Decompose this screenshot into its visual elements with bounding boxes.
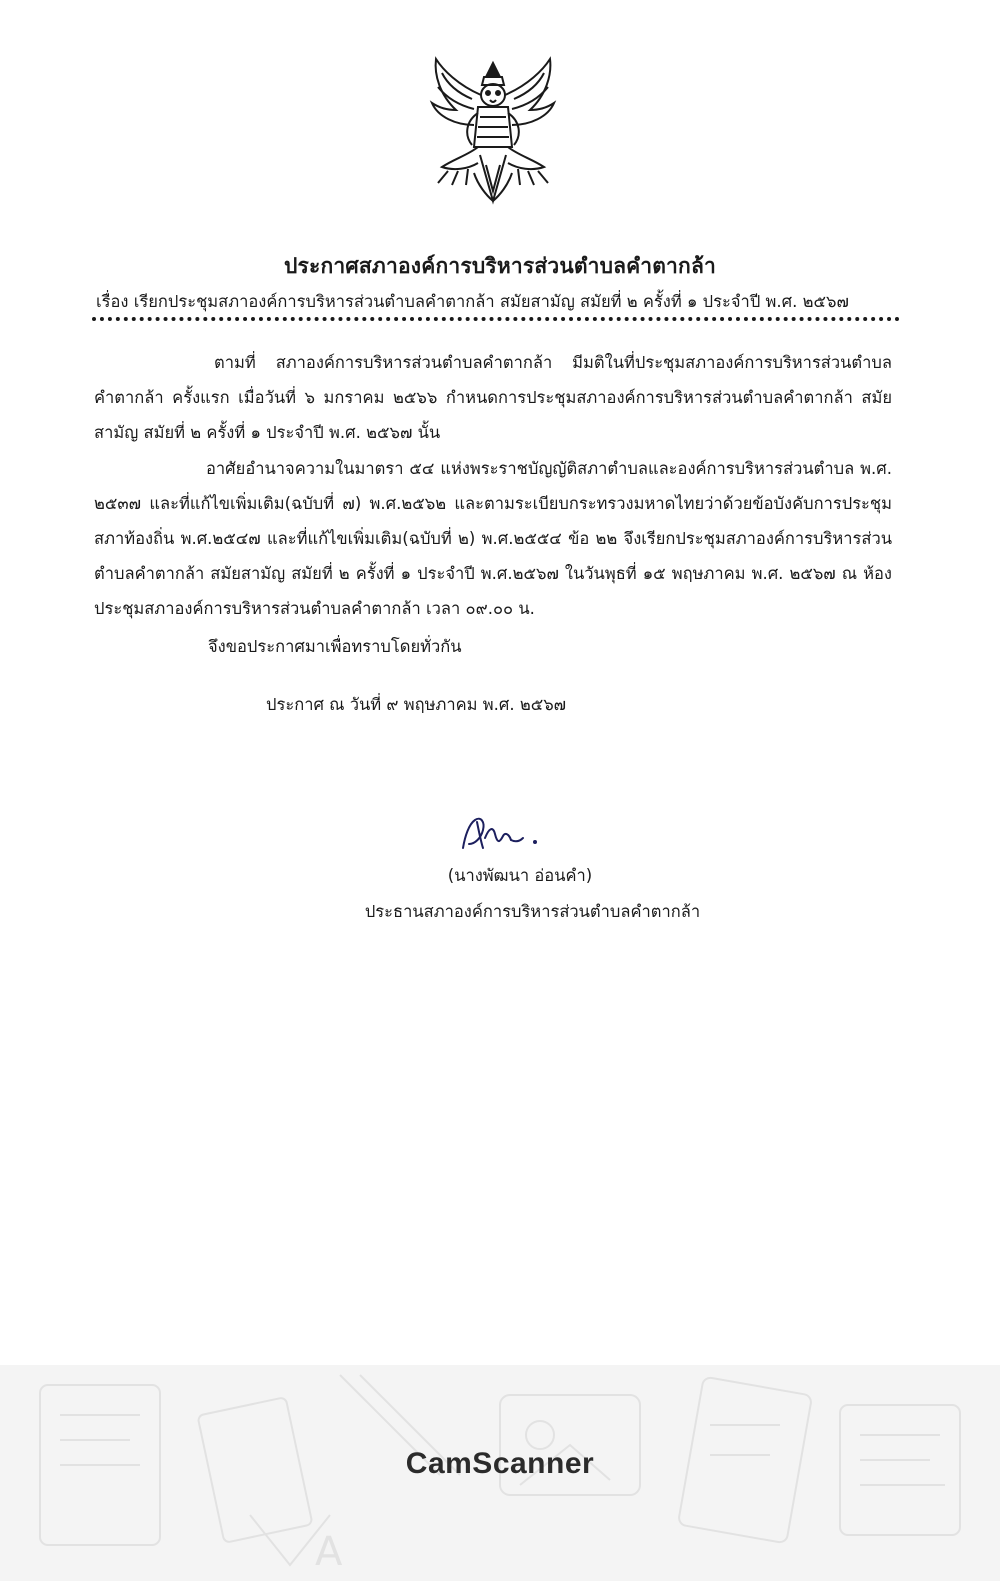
- body-paragraph-2: อาศัยอำนาจความในมาตรา ๕๔ แห่งพระราชบัญญัติสภาตำบลและองค์การบริหารส่วนตำบล พ.ศ. ๒๕๓๗ และที่แก้ไขเพิ่มเติม(ฉบับที่ ๗) พ.ศ.๒๕๖๒ และตามระเบียบกระทรวงมหาดไทยว่าด้วยข้อบังคับการประชุมสภาท้องถิ่น พ.ศ.๒๕๔๗ และที่แก้ไขเพิ่มเติม(ฉบับที่ ๒) พ.ศ.๒๕๕๔ ข้อ ๒๒ จึงเรียกประชุมสภาองค์การบริหารส่วนตำบลคำตากล้า สมัยสามัญ สมัยที่ ๒ ครั้งที่ ๑ ประจำปี พ.ศ.๒๕๖๗ ในวันพุธที่ ๑๕ พฤษภาคม พ.ศ. ๒๕๖๗ ณ ห้องประชุมสภาองค์การบริหารส่วนตำบลคำตากล้า เวลา ๐๙.๐๐ น.: [94, 459, 892, 618]
- signer-title: ประธานสภาองค์การบริหารส่วนตำบลคำตากล้า: [364, 902, 701, 921]
- scanner-footer: [0, 1365, 1000, 1581]
- svg-text:A: A: [315, 1529, 343, 1575]
- announcement-subject: เรื่อง เรียกประชุมสภาองค์การบริหารส่วนตำบลคำตากล้า สมัยสามัญ สมัยที่ ๒ ครั้งที่ ๑ ประจำปี พ.ศ. ๒๕๖๗: [96, 292, 849, 311]
- dotted-divider: [92, 317, 900, 321]
- announce-date: ประกาศ ณ วันที่ ๙ พฤษภาคม พ.ศ. ๒๕๖๗: [266, 695, 567, 714]
- closing-statement: จึงขอประกาศมาเพื่อทราบโดยทั่วกัน: [208, 637, 462, 656]
- signer-name: (นางพัฒนา อ่อนคำ): [447, 866, 593, 885]
- camscanner-brand: CamScanner: [405, 1447, 595, 1480]
- handwritten-signature-icon: [455, 808, 555, 858]
- garuda-emblem-icon: [428, 55, 558, 205]
- announcement-title: ประกาศสภาองค์การบริหารส่วนตำบลคำตากล้า: [283, 254, 717, 278]
- body-paragraph-1: ตามที่ สภาองค์การบริหารส่วนตำบลคำตากล้า มีมติในที่ประชุมสภาองค์การบริหารส่วนตำบลคำตากล้า ครั้งแรก เมื่อวันที่ ๖ มกราคม ๒๕๖๖ กำหนดการประชุมสภาองค์การบริหารส่วนตำบลคำตากล้า สมัยสามัญ สมัยที่ ๒ ครั้งที่ ๑ ประจำปี พ.ศ. ๒๕๖๗ นั้น: [94, 353, 892, 442]
